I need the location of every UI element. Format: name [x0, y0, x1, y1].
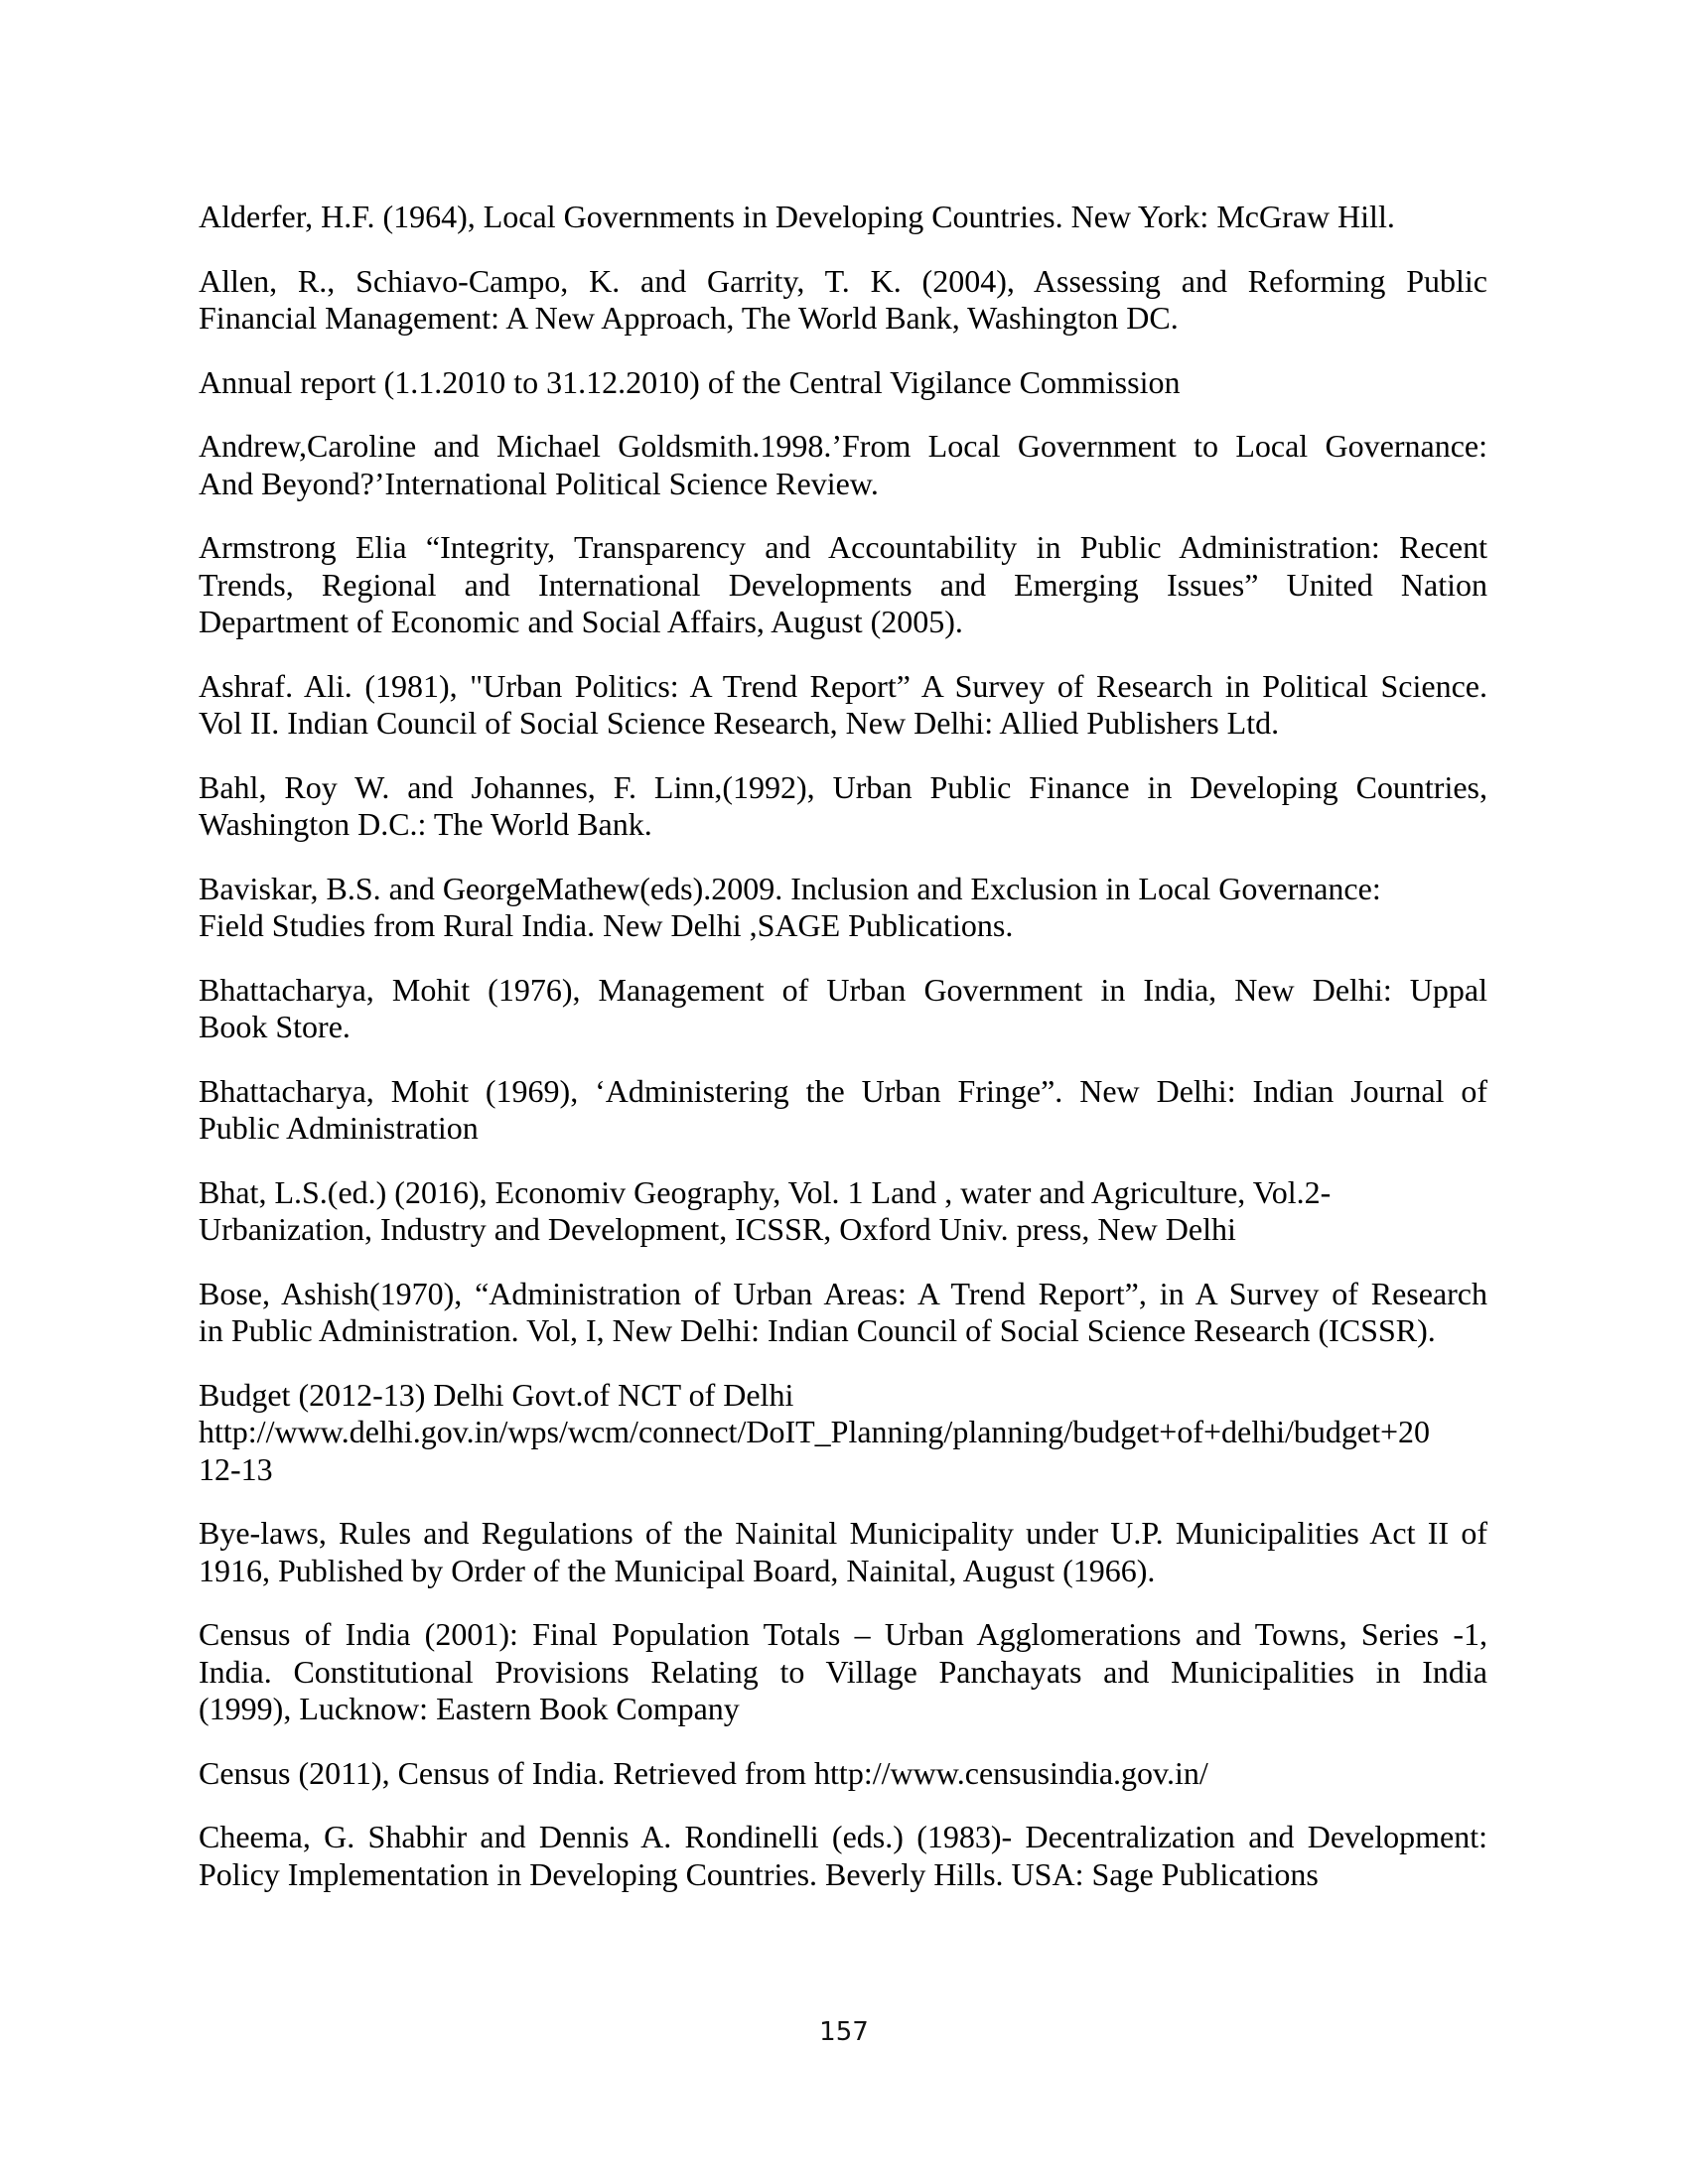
reference-line: Financial Management: A New Approach, The World Bank, Washington DC.: [199, 300, 1179, 336]
reference-line: (1999), Lucknow: Eastern Book Company: [199, 1691, 740, 1726]
reference-line: Budget (2012-13) Delhi Govt.of NCT of Delhi: [199, 1376, 794, 1413]
reference-line: Book Store.: [199, 1009, 351, 1044]
reference-line: Field Studies from Rural India. New Delhi ,SAGE Publications.: [199, 907, 1014, 943]
reference-line: Trends, Regional and International Developments and Emerging Issues” United Nation: [199, 566, 1487, 603]
reference-line: Cheema, G. Shabhir and Dennis A. Rondinelli (eds.) (1983)- Decentralization and Development:: [199, 1819, 1487, 1854]
reference-line: Census (2011), Census of India. Retrieved from http://www.censusindia.gov.in/: [199, 1754, 1208, 1791]
reference-entry-cheema-rondinelli-1983: [199, 1819, 1487, 1893]
reference-entry-bhattacharya-1969: [199, 1073, 1487, 1148]
reference-entry-census-2001: [199, 1616, 1487, 1728]
reference-entry-census-2011: [199, 1755, 1487, 1793]
reference-entry-baviskar-mathew-2009: [199, 871, 1487, 945]
reference-line: Census of India (2001): Final Population Totals – Urban Agglomerations and Towns, Series -1,: [199, 1616, 1487, 1652]
reference-entry-alderfer-1964: [199, 199, 1487, 236]
page-number: 157: [819, 2017, 869, 2047]
reference-line: Urbanization, Industry and Development, ICSSR, Oxford Univ. press, New Delhi: [199, 1211, 1236, 1247]
reference-entry-allen-2004: [199, 263, 1487, 338]
reference-line: Washington D.C.: The World Bank.: [199, 806, 652, 842]
reference-line: Annual report (1.1.2010 to 31.12.2010) of the Central Vigilance Commission: [199, 363, 1181, 400]
reference-line: Armstrong Elia “Integrity, Transparency and Accountability in Public Administration: Recent: [199, 529, 1487, 565]
reference-entry-bose-1970: [199, 1276, 1487, 1350]
reference-line: Bose, Ashish(1970), “Administration of Urban Areas: A Trend Report”, in A Survey of Research: [199, 1275, 1487, 1311]
reference-line: Vol II. Indian Council of Social Science Research, New Delhi: Allied Publishers Ltd.: [199, 705, 1280, 741]
reference-line: Baviskar, B.S. and GeorgeMathew(eds).2009. Inclusion and Exclusion in Local Governance:: [199, 870, 1381, 906]
reference-line: Bahl, Roy W. and Johannes, F. Linn,(1992), Urban Public Finance in Developing Countries,: [199, 768, 1487, 805]
reference-line: Public Administration: [199, 1110, 479, 1146]
reference-line: Bhat, L.S.(ed.) (2016), Economiv Geography, Vol. 1 Land , water and Agriculture, Vol.2-: [199, 1173, 1332, 1210]
reference-line: Department of Economic and Social Affairs, August (2005).: [199, 604, 963, 639]
reference-line: Bhattacharya, Mohit (1969), ‘Administering the Urban Fringe”. New Delhi: Indian Journal of: [199, 1072, 1487, 1109]
reference-line: 1916, Published by Order of the Municipal Board, Nainital, August (1966).: [199, 1552, 1156, 1588]
reference-entry-budget-delhi-2012-13: [199, 1377, 1487, 1489]
reference-url-line: 12-13: [199, 1450, 273, 1487]
reference-entry-bhat-2016: [199, 1174, 1487, 1249]
reference-line: Bye-laws, Rules and Regulations of the Nainital Municipality under U.P. Municipalities Act II of: [199, 1515, 1487, 1551]
reference-url-line: http://www.delhi.gov.in/wps/wcm/connect/DoIT_Planning/planning/budget+of+delhi/budget+20: [199, 1414, 1431, 1449]
reference-entry-bhattacharya-1976: [199, 972, 1487, 1046]
reference-line: Policy Implementation in Developing Countries. Beverly Hills. USA: Sage Publications: [199, 1855, 1319, 1892]
reference-line: in Public Administration. Vol, I, New Delhi: Indian Council of Social Science Research (ICSSR).: [199, 1312, 1436, 1348]
reference-line: Allen, R., Schiavo-Campo, K. and Garrity, T. K. (2004), Assessing and Reforming Public: [199, 262, 1487, 299]
reference-line: Alderfer, H.F. (1964), Local Governments in Developing Countries. New York: McGraw Hill.: [199, 199, 1395, 234]
reference-entry-andrew-goldsmith-1998: [199, 428, 1487, 502]
reference-entry-cvc-annual-report: [199, 364, 1487, 402]
reference-line: Andrew,Caroline and Michael Goldsmith.1998.’From Local Government to Local Governance:: [199, 428, 1487, 464]
reference-entry-bahl-linn-1992: [199, 769, 1487, 844]
reference-entry-armstrong-2005: [199, 529, 1487, 641]
reference-line: And Beyond?’International Political Science Review.: [199, 465, 879, 501]
reference-line: Ashraf. Ali. (1981), "Urban Politics: A Trend Report” A Survey of Research in Political Science.: [199, 667, 1487, 704]
reference-line: India. Constitutional Provisions Relating to Village Panchayats and Municipalities in India: [199, 1653, 1487, 1690]
reference-line: Bhattacharya, Mohit (1976), Management of Urban Government in India, New Delhi: Uppal: [199, 971, 1487, 1008]
reference-entry-ashraf-1981: [199, 668, 1487, 743]
reference-list: [199, 199, 1487, 1920]
reference-entry-nainital-byelaws-1966: [199, 1515, 1487, 1589]
